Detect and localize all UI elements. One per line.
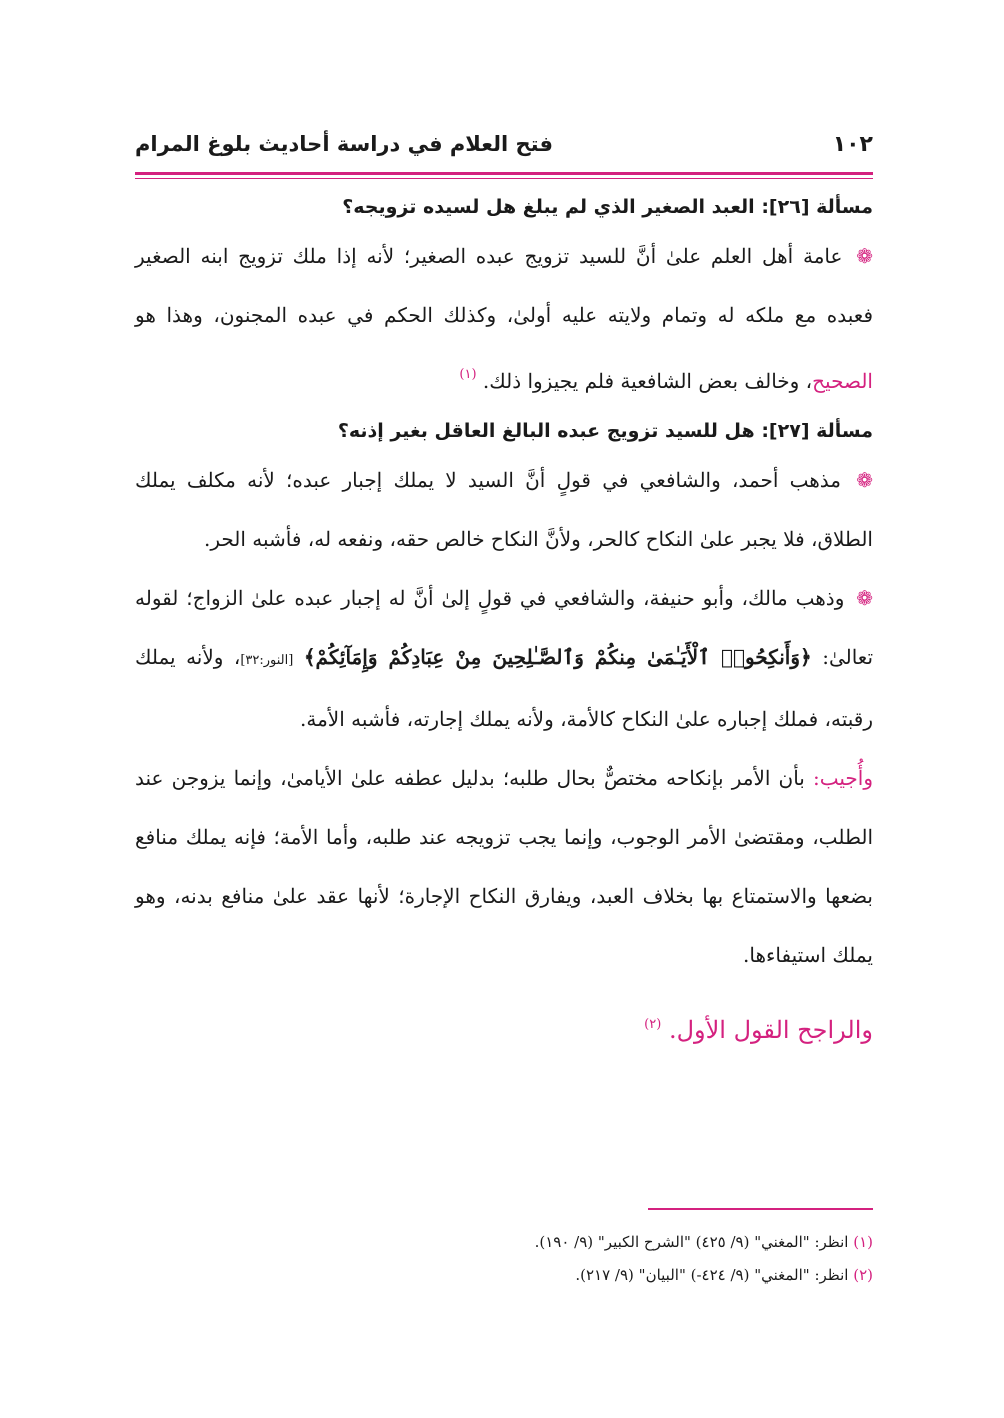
footnote-separator [648,1208,873,1210]
main-content [135,187,873,1070]
header-rule-thin [135,178,873,179]
issue-27-para2-text: وذهب مالك، وأبو حنيفة، والشافعي في قولٍ إلىٰ أنَّ له إجبار عبده علىٰ الزواج؛ لقوله تعالىٰ: [135,586,874,669]
footnotes [135,1226,873,1292]
page-number: ١٠٢ [832,132,873,157]
footnote-text: انظر: "المغني" (٩/ ٤٢٤-) "البيان" (٩/ ٢١٧). [575,1266,849,1284]
issue-26-question: العبد الصغير الذي لم يبلغ هل لسيده تزويجه؟ [342,196,755,218]
flower-icon: ❁ [856,468,873,492]
conclusion-text: والراجح القول الأول. [668,1016,873,1044]
issue-27-paragraph-1 [135,451,873,569]
footnote-ref-2[interactable]: (٢) [644,1017,662,1032]
issue-26-paragraph [135,227,873,411]
running-header [135,128,873,168]
header-rule-thick [135,172,873,175]
footnote-number: (١) [853,1233,873,1251]
issue-26-label: مسألة [٢٦]: [761,196,873,218]
issue-27-label: مسألة [٢٧]: [761,420,873,442]
flower-icon: ❁ [856,586,873,610]
conclusion [135,985,873,1070]
footnote-text: انظر: "المغني" (٩/ ٤٢٥) "الشرح الكبير" (٩/ ١٩٠). [534,1233,849,1251]
issue-27-reply [135,749,873,985]
issue-26-heading [135,187,873,227]
book-title: فتح العلام في دراسة أحاديث بلوغ المرام [135,132,553,156]
reply-text: بأن الأمر بإنكاحه مختصٌّ بحال طلبه؛ بدليل عطفه علىٰ الأيامىٰ، وإنما يزوجن عند الطلب، ومقتضىٰ الأمر الوجوب، وإنما يجب تزويجه عند طلبه، وأما الأمة؛ فإنه يملك منافع بضعها والاستمتاع بها بخلاف العبد، ويفارق النكاح الإجارة؛ لأنها عقد علىٰ منافع بدنه، وهو يملك استيفاءها. [135,766,873,967]
issue-26-highlight: الصحيح [812,369,873,393]
issue-27-para1-text: مذهب أحمد، والشافعي في قولٍ أنَّ السيد لا يملك إجبار عبده؛ لأنه مكلف يملك الطلاق، فلا يجبر علىٰ النكاح كالحر، ولأنَّ النكاح خالص حقه، ونفعه له، فأشبه الحر. [135,468,873,551]
verse-reference: [النور:٣٢] [240,653,294,668]
issue-27-question: هل للسيد تزويج عبده البالغ العاقل بغير إذنه؟ [337,420,755,442]
footnote-ref-1[interactable]: (١) [459,367,477,382]
footnote-1 [135,1226,873,1259]
issue-27-heading [135,411,873,451]
flower-icon: ❁ [856,244,874,268]
issue-26-text-end: ، وخالف بعض الشافعية فلم يجيزوا ذلك. [482,369,813,393]
reply-label: وأُجيب: [813,766,873,790]
footnote-2 [135,1259,873,1292]
issue-27-para2-text-end: ، ولأنه يملك رقبته، فملك إجباره علىٰ النكاح كالأمة، ولأنه يملك إجارته، فأشبه الأمة. [135,645,873,731]
issue-26-text: عامة أهل العلم علىٰ أنَّ للسيد تزويج عبده الصغير؛ لأنه إذا ملك تزويج ابنه الصغير فعبده مع ملكه له وتمام ولايته عليه أولىٰ، وكذلك الحكم في عبده المجنون، وهذا هو [135,244,873,327]
footnote-number: (٢) [853,1266,873,1284]
quran-verse: ﴿وَأَنكِحُوا۟ ٱلْأَيَـٰمَىٰ مِنكُمْ وَٱلصَّـٰلِحِينَ مِنْ عِبَادِكُمْ وَإِمَآئِكُمْ﴾ [303,645,812,669]
issue-27-paragraph-2 [135,569,873,749]
